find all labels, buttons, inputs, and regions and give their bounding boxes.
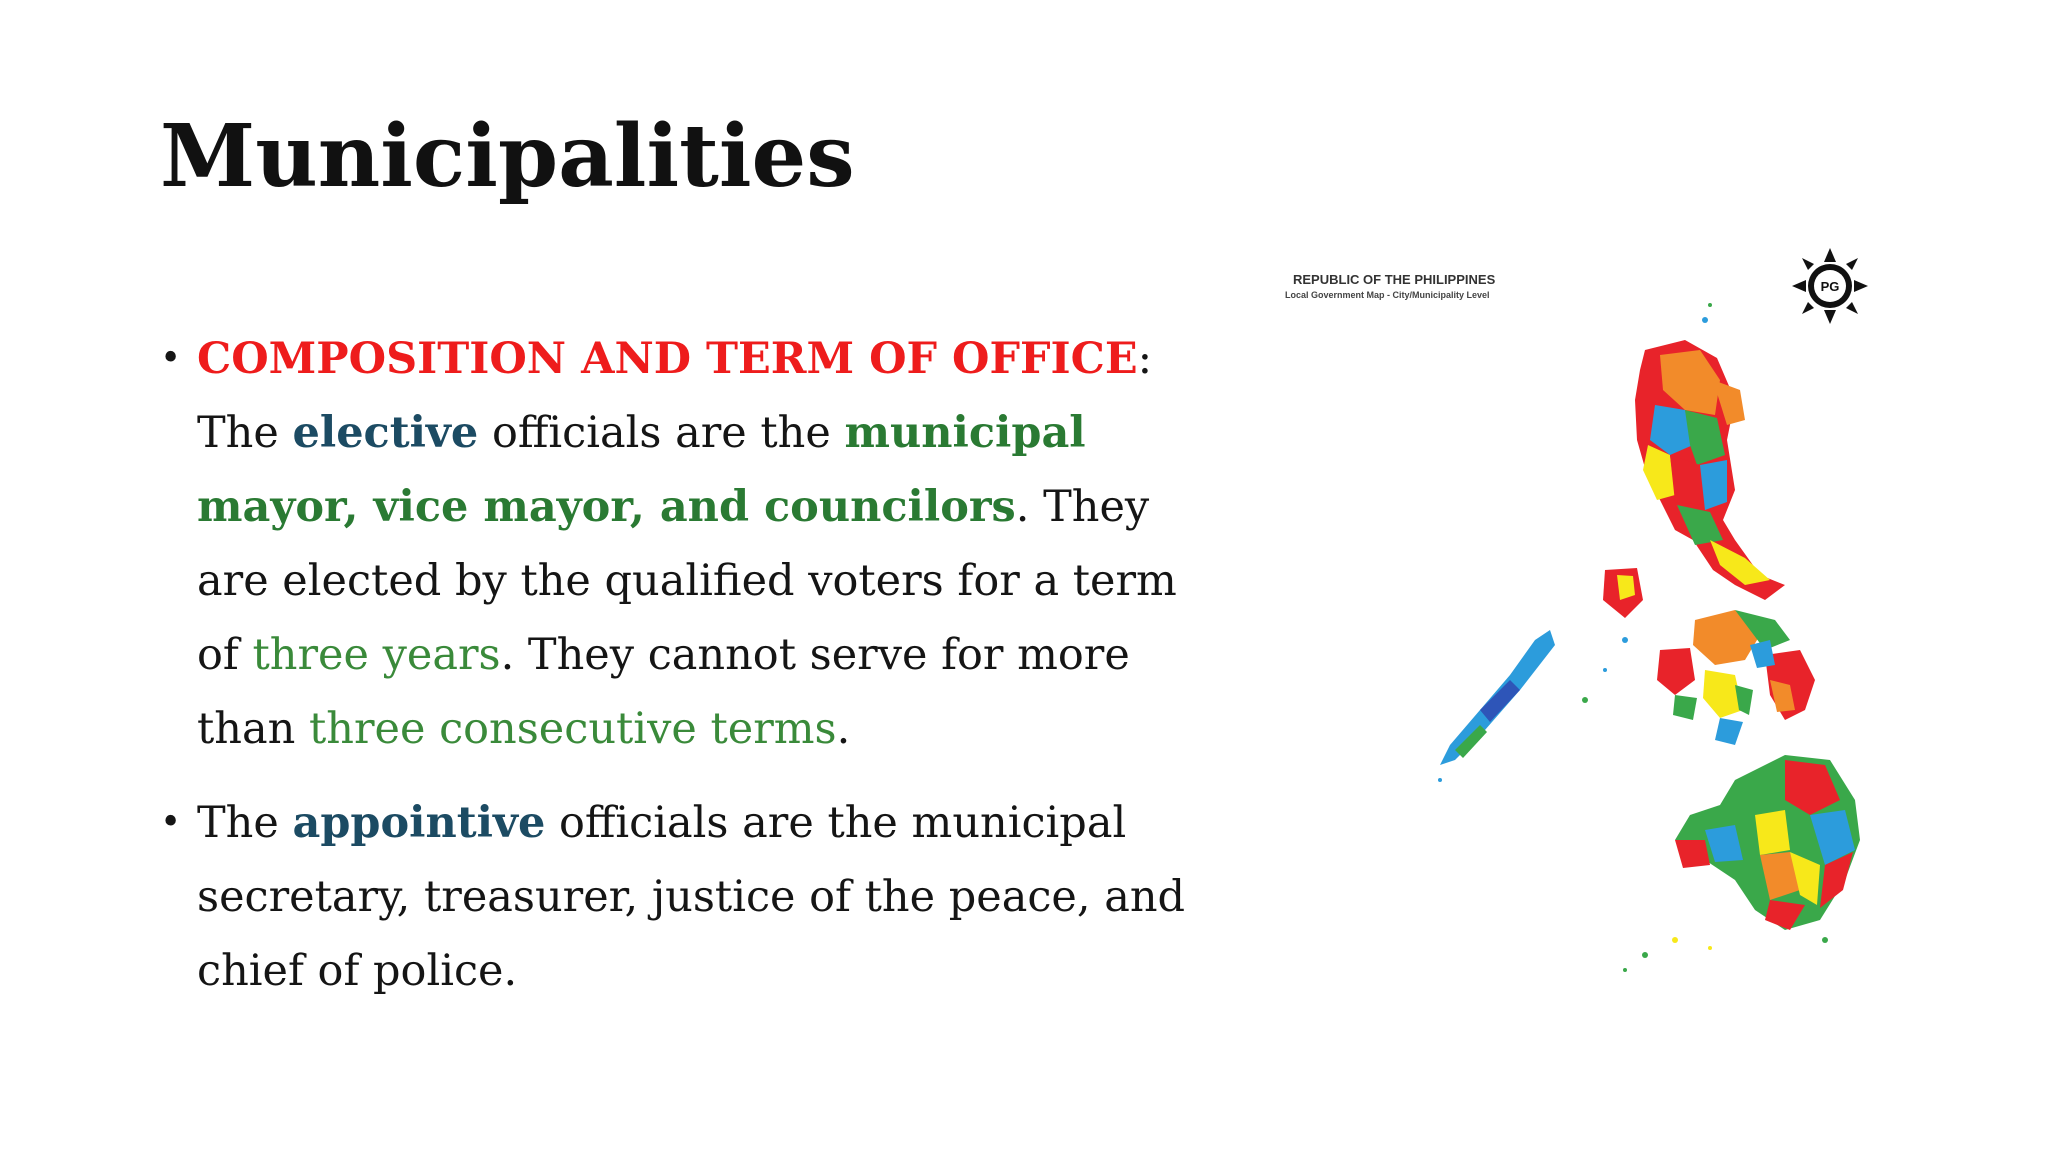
text-segment: officials are the [478, 408, 845, 458]
heading-colon: : [1137, 334, 1153, 384]
composition-heading: COMPOSITION AND TERM OF OFFICE [197, 334, 1138, 384]
slide-title: Municipalities [160, 106, 855, 207]
bullet-dot: • [160, 802, 182, 843]
elective-keyword: elective [292, 408, 479, 458]
bullet-appointive [160, 786, 1220, 1008]
appointive-keyword: appointive [292, 798, 546, 848]
logo-text: PG [1820, 279, 1840, 294]
text-segment: The [197, 408, 293, 458]
map-subtitle: Local Government Map - City/Municipality Level [1285, 290, 1490, 300]
gear-logo-icon [1790, 246, 1870, 326]
bullet-composition [160, 322, 1220, 766]
text-segment: . They cannot serve for more than [197, 630, 1130, 754]
map-title: REPUBLIC OF THE PHILIPPINES [1293, 272, 1496, 287]
text-segment: The [197, 798, 293, 848]
text-segment: . [836, 704, 851, 754]
elective-officials: municipal mayor, vice mayor, and councilors [197, 408, 1086, 532]
term-length: three years [252, 630, 501, 680]
bullet-list [160, 322, 1220, 1028]
bullet-dot: • [160, 338, 182, 379]
philippines-map-graphic [1265, 240, 1905, 1000]
philippines-map-image [1265, 240, 1905, 1000]
term-limit: three consecutive terms [308, 704, 837, 754]
text-segment: officials are the municipal secretary, treasurer, justice of the peace, and chief of police. [197, 798, 1186, 996]
text-segment: . They are elected by the qualified voters for a term of [197, 482, 1177, 680]
